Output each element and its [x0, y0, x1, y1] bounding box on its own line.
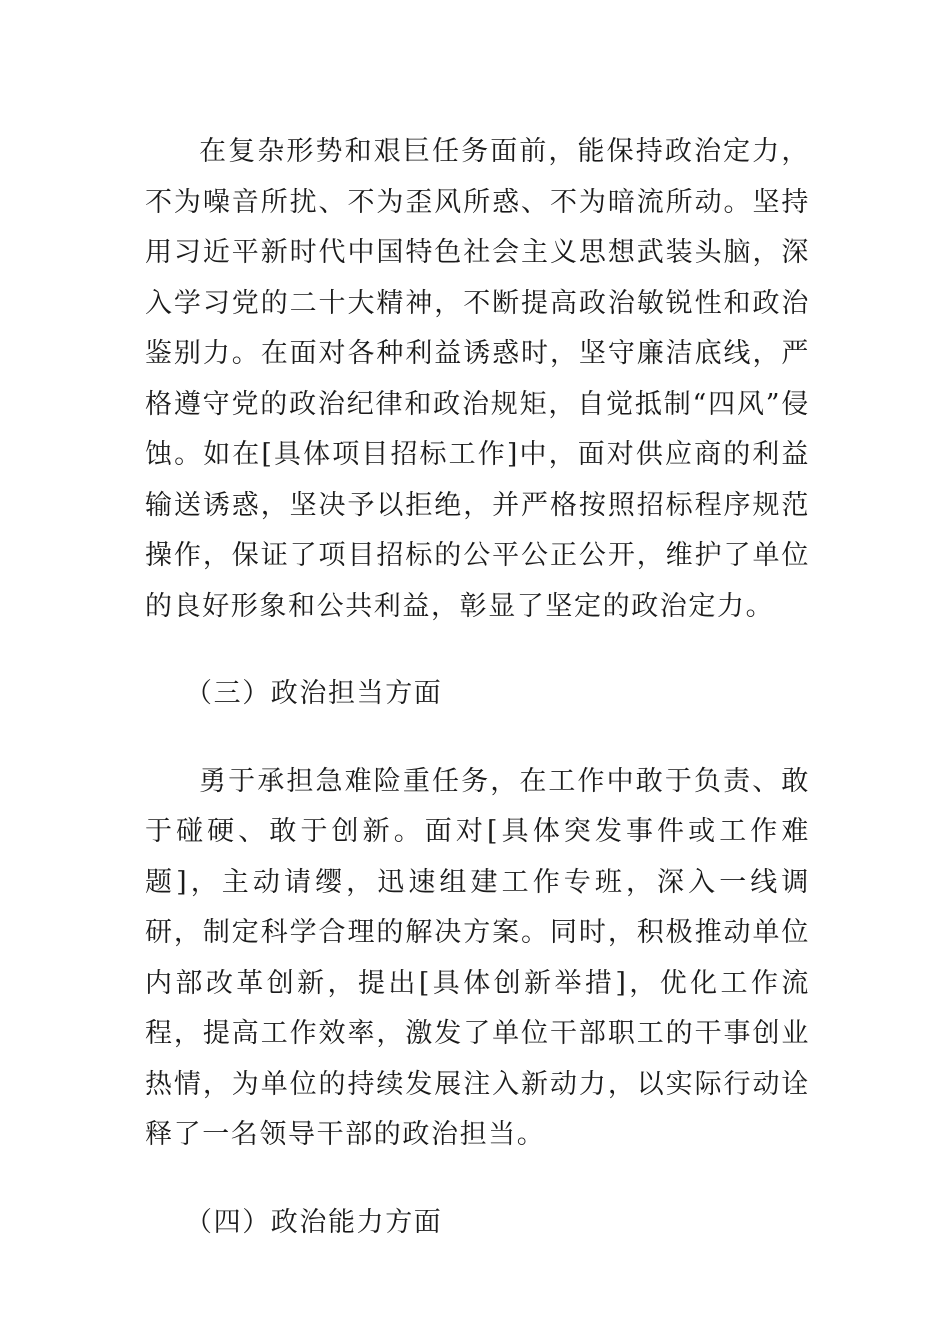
paragraph-spacer	[145, 1161, 810, 1198]
paragraph-political-responsibility: 勇于承担急难险重任务，在工作中敢于负责、敢于碰硬、敢于创新。面对[具体突发事件或工作难题]，主动请缨，迅速组建工作专班，深入一线调研，制定科学合理的解决方案。同时，积极推动单位内部改革创新，提出[具体创新举措]，优化工作流程，提高工作效率，激发了单位干部职工的干事创业热情，为单位的持续发展注入新动力，以实际行动诠释了一名领导干部的政治担当。	[145, 765, 810, 1150]
section-heading-political-responsibility: （三）政治担当方面	[185, 678, 443, 709]
document-body	[145, 127, 810, 1248]
paragraph-political-steadiness: 在复杂形势和艰巨任务面前，能保持政治定力，不为噪音所扰、不为歪风所惑、不为暗流所动。坚持用习近平新时代中国特色社会主义思想武装头脑，深入学习党的二十大精神，不断提高政治敏锐性和政治鉴别力。在面对各种利益诱惑时，坚守廉洁底线，严格遵守党的政治纪律和政治规矩，自觉抵制“四风”侵蚀。如在[具体项目招标工作]中，面对供应商的利益输送诱惑，坚决予以拒绝，并严格按照招标程序规范操作，保证了项目招标的公平公正公开，维护了单位的良好形象和公共利益，彰显了坚定的政治定力。	[145, 136, 810, 622]
paragraph-spacer	[145, 720, 810, 757]
paragraph-spacer	[145, 632, 810, 669]
section-heading-political-ability: （四）政治能力方面	[185, 1206, 443, 1238]
